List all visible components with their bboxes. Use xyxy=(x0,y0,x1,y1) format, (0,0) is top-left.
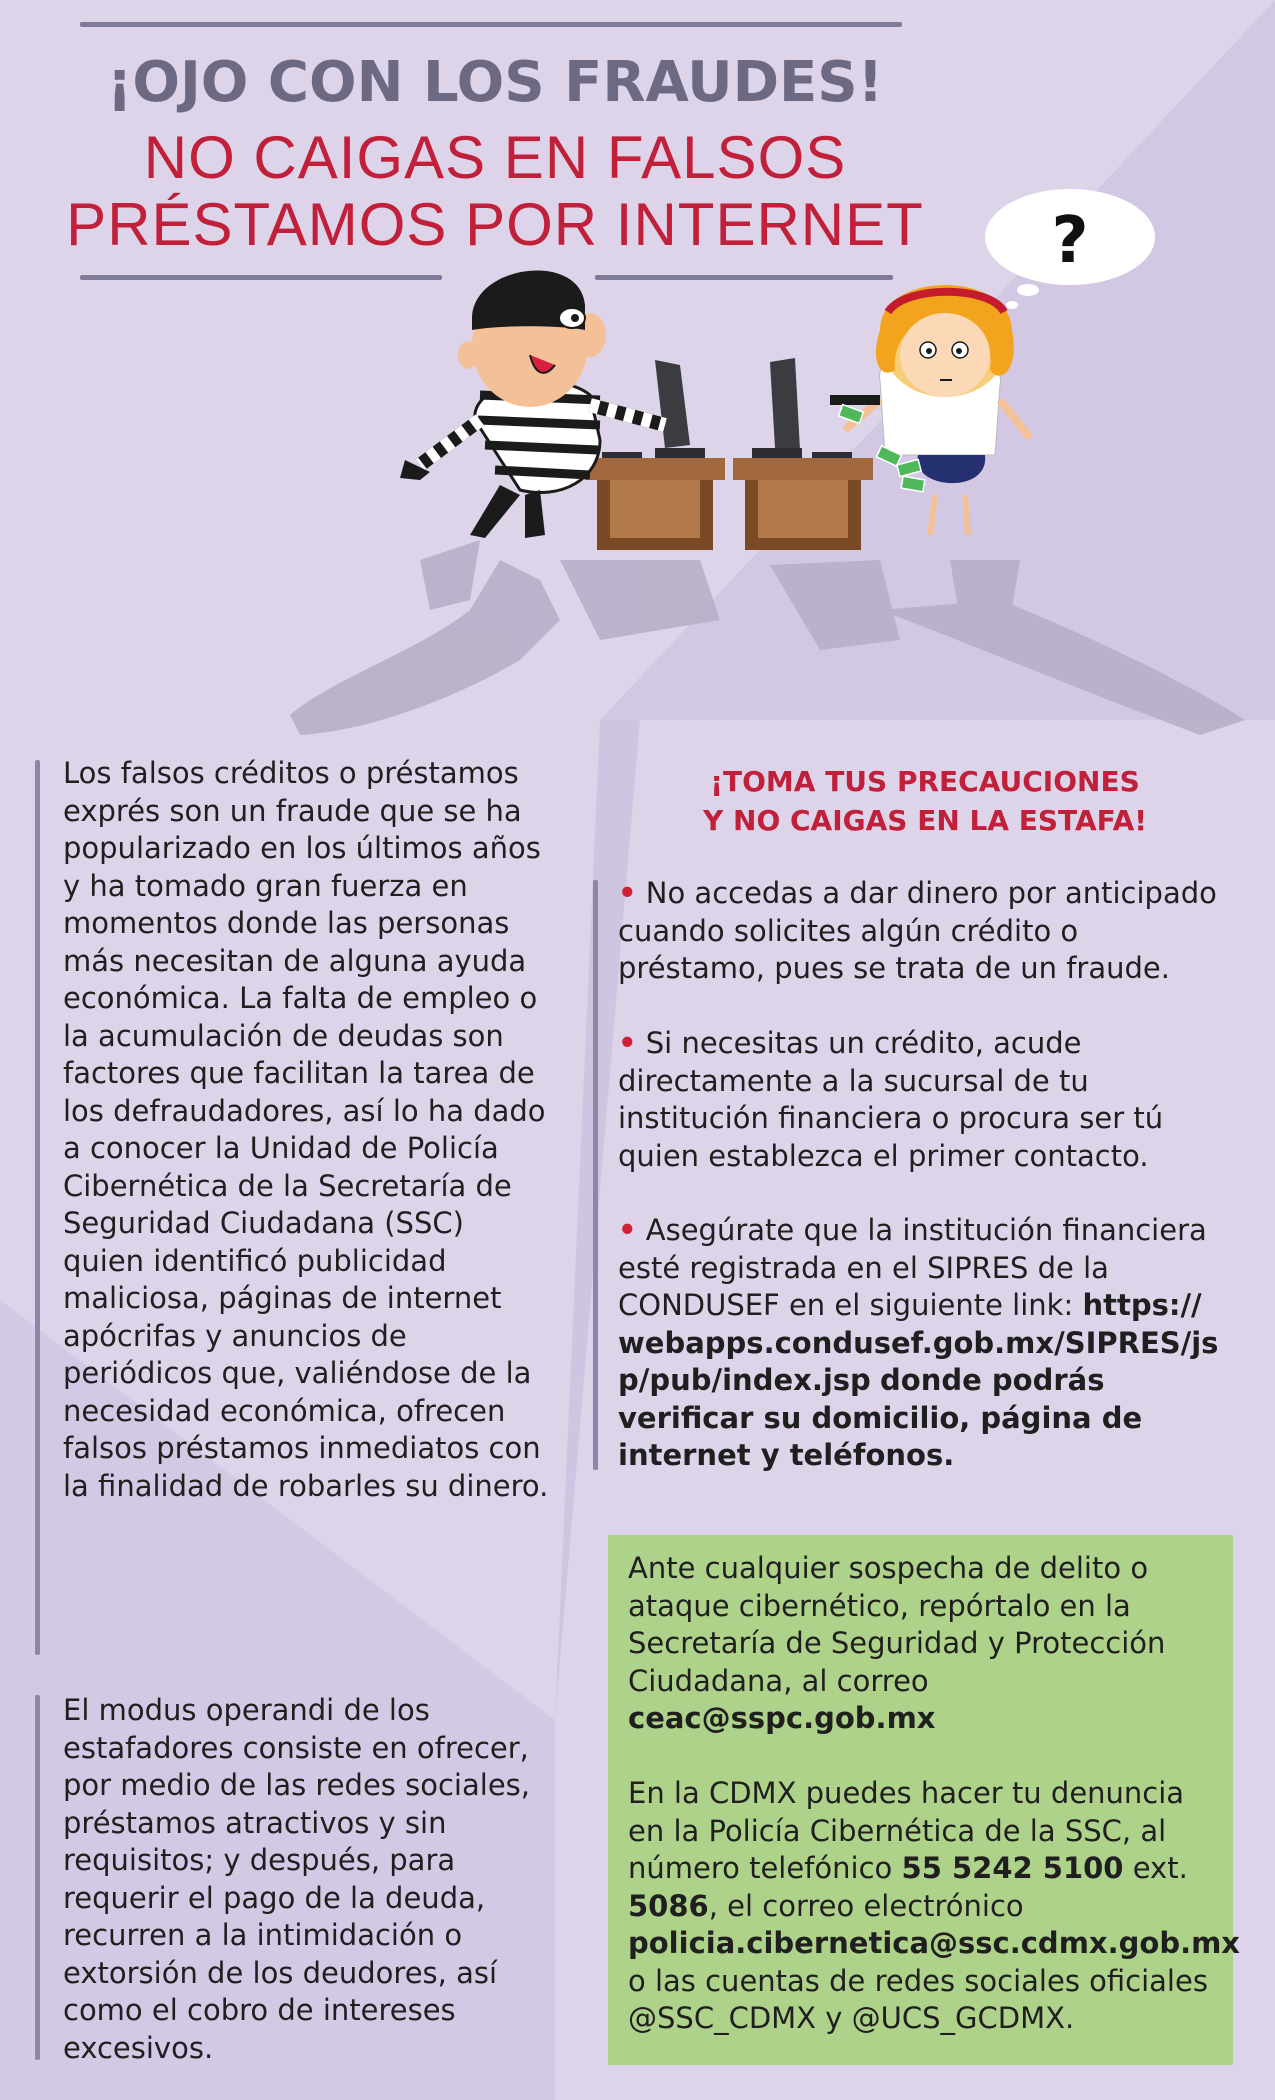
right-bar xyxy=(593,880,598,1470)
thief-and-victim-illustration xyxy=(0,0,1275,740)
modus-operandi-paragraph: El modus operandi de los estafadores consiste en ofrecer, por medio de las redes sociales, préstamos atractivos y sin requisitos; y después, para requerir el pago de la deuda, recurren a la intimidación o extorsión de los deudores, así como el cobro de intereses excesivos. xyxy=(63,1693,530,2065)
phone-number: 55 5242 5100 xyxy=(901,1851,1124,1885)
precautions-heading: ¡TOMA TUS PRECAUCIONES Y NO CAIGAS EN LA ESTAFA! xyxy=(702,765,1148,837)
condusef-link[interactable]: https://webapps.condusef.gob.mx/SIPRES/jsp/pub/index.jsp xyxy=(618,1288,1219,1397)
report-paragraph-2: En la CDMX puedes hacer tu denuncia en la Policía Cibernética de la SSC, al número telefónico 55 5242 5100 ext. 5086, el correo electrónico policia.cibernetica@ssc.cdmx.gob.mx o las cuentas de redes sociales oficiales @SSC_CDMX y @UCS_GCDMX. xyxy=(628,1776,1241,2035)
left-bar-1 xyxy=(35,760,40,1655)
headline-warning: ¡OJO CON LOS FRAUDES! xyxy=(106,50,884,115)
headline-line-1: NO CAIGAS EN FALSOS xyxy=(143,124,847,191)
shadow-shapes xyxy=(290,540,1245,735)
question-mark-icon: ? xyxy=(1051,204,1089,278)
report-paragraph-1: Ante cualquier sospecha de delito o ataque cibernético, repórtalo en la Secretaría de Seguridad y Protección Ciudadana, al correo ceac@sspc.gob.mx xyxy=(628,1551,1166,1735)
desk-right xyxy=(733,458,873,550)
ssc-email[interactable]: policia.cibernetica@ssc.cdmx.gob.mx xyxy=(628,1926,1241,1960)
tip-1: • No accedas a dar dinero por anticipado cuando solicites algún crédito o préstamo, pues se trata de un fraude. xyxy=(618,876,1217,985)
tip-2: • Si necesitas un crédito, acude directamente a la sucursal de tu institución financiera o procura ser tú quien establezca el primer contacto. xyxy=(618,1026,1164,1173)
headline-line-2: PRÉSTAMOS POR INTERNET xyxy=(66,191,924,258)
sspc-email[interactable]: ceac@sspc.gob.mx xyxy=(628,1701,936,1735)
left-bar-2 xyxy=(35,1695,40,2060)
monitor-right xyxy=(752,358,852,458)
tip-3: • Asegúrate que la institución financiera esté registrada en el SIPRES de la CONDUSEF en el siguiente link: https://webapps.condusef.gob.mx/SIPRES/jsp/pub/index.jsp donde podrás verificar su domicilio, página de internet y teléfonos. xyxy=(618,1213,1219,1472)
intro-paragraph: Los falsos créditos o préstamos exprés son un fraude que se ha popularizado en los últimos años y ha tomado gran fuerza en momentos donde las personas más necesitan de alguna ayuda económica. La falta de empleo o la acumulación de deudas son factores que facilitan la tarea de los defraudadores, así lo ha dado a conocer la Unidad de Policía Cibernética de la Secretaría de Seguridad Ciudadana (SSC) quien identificó publicidad maliciosa, páginas de internet apócrifas y anuncios de periódicos que, valiéndose de la necesidad económica, ofrecen falsos préstamos inmediatos con la finalidad de robarles su dinero. xyxy=(63,756,549,1503)
desk-left xyxy=(585,458,725,550)
thought-bubble xyxy=(985,189,1155,309)
phone-extension: 5086 xyxy=(628,1888,709,1923)
